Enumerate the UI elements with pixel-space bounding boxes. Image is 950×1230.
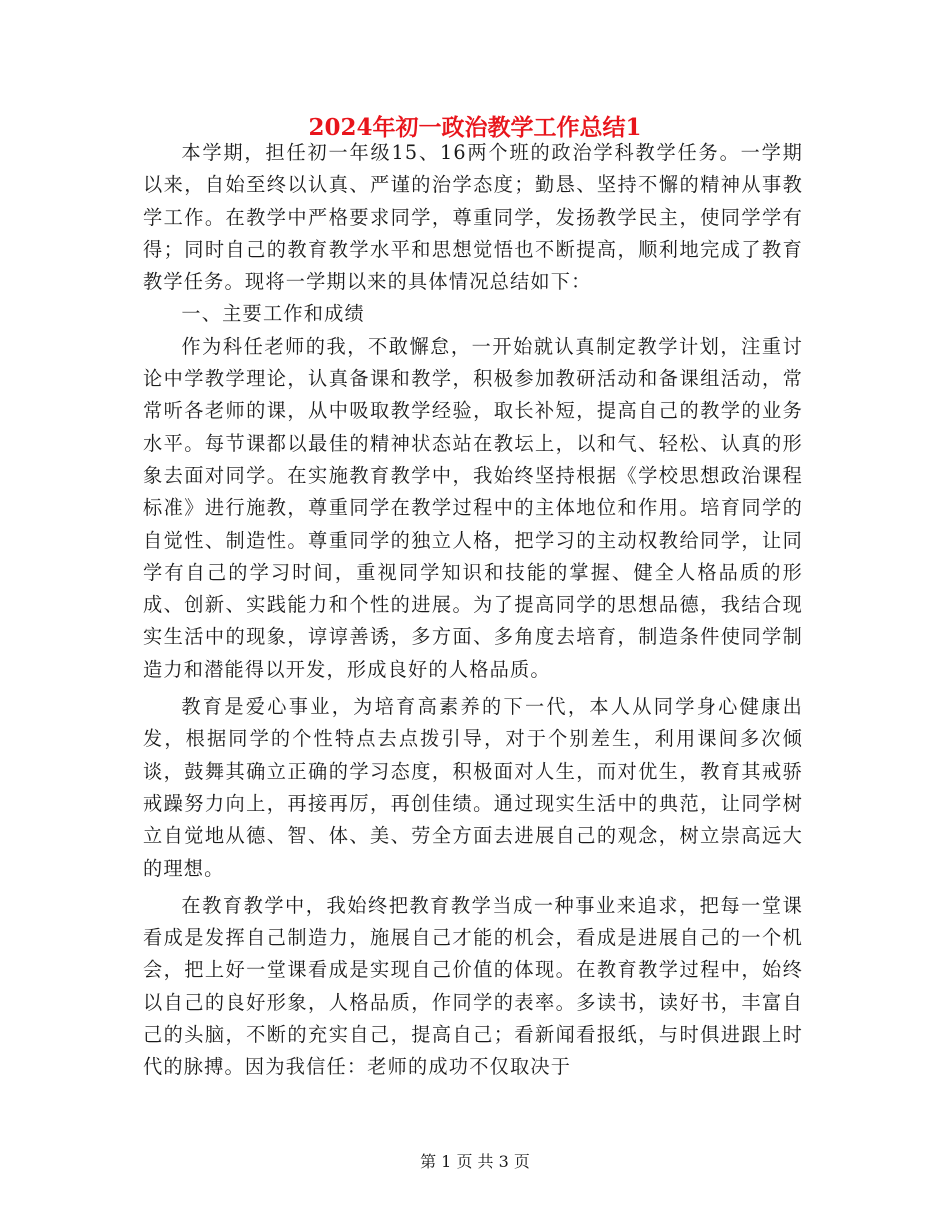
paragraph-teaching: 在教育教学中，我始终把教育教学当成一种事业来追求，把每一堂课看成是发挥自己制造力，施展自己才能的机会，看成是进展自己的一个机会，把上好一堂课看成是实现自己价值的体现。在教育教学过程中，始终以自己的良好形象，人格品质，作同学的表率。多读书，读好书，丰富自己的头脑，不断的充实自己，提高自己；看新闻看报纸，与时俱进跟上时代的脉搏。因为我信任：老师的成功不仅取决于 [143,893,803,1079]
document-title: 2024年初一政治教学工作总结1 [308,114,642,141]
section-heading: 一、主要工作和成绩 [181,302,365,326]
document-body [143,137,803,1084]
paragraph-intro: 本学期，担任初一年级15、16两个班的政治学科教学任务。一学期以来，自始至终以认真、严谨的治学态度；勤恳、坚持不懈的精神从事教学工作。在教学中严格要求同学，尊重同学，发扬教学民主，使同学学有得；同时自己的教育教学水平和思想觉悟也不断提高，顺利地完成了教育教学任务。现将一学期以来的具体情况总结如下： [143,141,803,294]
paragraph-care: 教育是爱心事业，为培育高素养的下一代，本人从同学身心健康出发，根据同学的个性特点去点拨引导，对于个别差生，利用课间多次倾谈，鼓舞其确立正确的学习态度，积极面对人生，而对优生，教育其戒骄戒躁努力向上，再接再厉，再创佳绩。通过现实生活中的典范，让同学树立自觉地从德、智、体、美、劳全方面去进展自己的观念，树立崇高远大的理想。 [143,695,803,880]
page-footer: 第 1 页 共 3 页 [420,1152,530,1171]
paragraph-work: 作为科任老师的我，不敢懈怠，一开始就认真制定教学计划，注重讨论中学教学理论，认真备课和教学，积极参加教研活动和备课组活动，常常听各老师的课，从中吸取教学经验，取长补短，提高自己的教学的业务水平。每节课都以最佳的精神状态站在教坛上，以和气、轻松、认真的形象去面对同学。在实施教育教学中，我始终坚持根据《学校思想政治课程标准》进行施教，尊重同学在教学过程中的主体地位和作用。培育同学的自觉性、制造性。尊重同学的独立人格，把学习的主动权教给同学，让同学有自己的学习时间，重视同学知识和技能的掌握、健全人格品质的形成、创新、实践能力和个性的进展。为了提高同学的思想品德，我结合现实生活中的现象，谆谆善诱，多方面、多角度去培育，制造条件使同学制造力和潜能得以开发，形成良好的人格品质。 [143,334,803,681]
